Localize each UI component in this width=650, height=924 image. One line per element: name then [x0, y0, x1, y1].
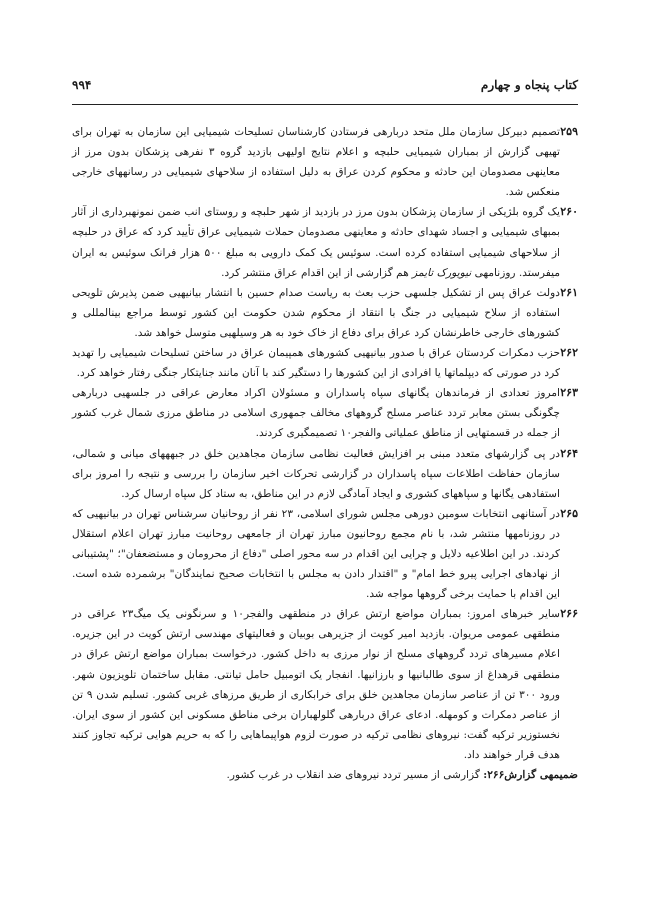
page-number: ۹۹۴ — [72, 78, 92, 92]
entry-number: ۲۶۲ — [560, 346, 578, 360]
appendix-note — [72, 765, 578, 785]
appendix-label: ضمیمهی گزارش۲۶۶: — [483, 769, 578, 781]
entry-number: ۲۶۱ — [560, 285, 578, 299]
entry-text-part: هم گزارشی از این اقدام عراق منتشر کرد. — [221, 266, 413, 279]
entry-text — [72, 202, 560, 282]
entry-259 — [72, 122, 578, 202]
entry-number: ۲۶۳ — [560, 386, 578, 400]
entry-text-part: یک گروه بلژیکی از سازمان پزشکان بدون مرز در بازدید از شهر حلبچه و روستای انب ضمن نمونهبرداری از آثار بمبهای شیمیایی و اجساد شهدای حادثه و معاینهی مصدومان حملات شیمیایی عراق تأیید کرد که عراق در حلبچه از سلاحهای شیمیایی استفاده کرده است. سوئیس یک کمک دارویی به مبلغ ۵۰۰ هزار فرانک سوئیس به ایران میفرستد. روزنامهی — [72, 206, 561, 279]
entry-text: امروز تعدادی از فرماندهان یگانهای سپاه پاسداران و مسئولان اکراد معارض عراقی در جلسهیی دربارهی چگونگی بستن معابر تردد عناصر مسلح گروههای مخالف جمهوری اسلامی در مناطق مرزی شمال غرب کشور از جمله در قسمتهایی از مناطق عملیاتی والفجر۱۰ تصمیمگیری کردند. — [72, 387, 560, 440]
entry-text: در آستانهی انتخابات سومین دورهی مجلس شورای اسلامی، ۲۳ نفر از روحانیان سرشناس تهران در بیانیهیی که در روزنامهها منتشر شد، با نام مجمع روحانیون مبارز تهران از جامعهی روحانیت مبارز تهران اعلام استقلال کردند. در این اطلاعیه دلایل و چرایی این اقدام در سه محور اصلی "دفاع از محرومان و مستضعفان"؛ "پشتیبانی از نهادهای اجرایی پیرو خط امام" و "اقتدار دادن به مجلس با انتخابات صحیح نمایندگان" برشمرده شده است. این اقدام با حمایت برخی گروهها مواجه شد. — [72, 507, 560, 601]
entries-list — [72, 122, 578, 785]
entry-266 — [72, 604, 578, 765]
entry-text: تصمیم دبیرکل سازمان ملل متحد دربارهی فرستادن کارشناسان تسلیحات شیمیایی این سازمان به تهران برای تهیهی گزارش از بمباران شیمیایی حلبچه و اعلام نتایج اولیهی بازدید گروه ۳ نفرهی پزشکان بدون مرز از معاینهی مصدومان این حادثه و محکوم کردن عراق به دلیل استفاده از سلاحهای شیمیایی در رسانههای خارجی منعکس شد. — [72, 126, 560, 199]
entry-number: ۲۶۰ — [560, 205, 578, 219]
entry-number: ۲۶۵ — [560, 506, 578, 520]
header-rule — [72, 104, 578, 105]
entry-262 — [72, 343, 578, 383]
entry-263 — [72, 383, 578, 443]
entry-text: دولت عراق پس از تشکیل جلسهی حزب بعث به ریاست صدام حسین با انتشار بیانیهیی ضمن پذیرش تلویحی استفاده از سلاح شیمیایی در جنگ با انتقاد از محکوم شدن حکومت این کشور توسط مراجع بینالمللی و کشورهای خارجی خاطرنشان کرد عراق برای دفاع از خاک خود به هر وسیلهیی متوسل خواهد شد. — [72, 286, 560, 339]
entry-text: سایر خبرهای امروز: بمباران مواضع ارتش عراق در منطقهی والفجر۱۰ و سرنگونی یک میگ۲۳ عراقی در منطقهی عمومی مریوان. بازدید امیر کویت از جزیرهی بوبیان و فعالیتهای مهندسی ارتش کویت در این جزیره. اعلام مسیرهای تردد گروههای مسلح از نوار مرزی به داخل کشور. درخواست بمباران مواضع ارتش عراق در منطقهی قرهداغ از سوی طالبانیها و بارزانیها. انفجار یک اتومبیل حامل تیانتی. مقابل ساختمان تلویزیون شهر. ورود ۳۰۰ تن از عناصر سازمان مجاهدین خلق برای خرابکاری از طریق مرزهای غربی کشور. تسلیم شدن ۹ تن از عناصر دمکرات و کومهله. ادعای عراق دربارهی گلولهباران برخی مناطق مسکونی این کشور از سوی ایران. نخستوزیر ترکیه گفت: نیروهای نظامی ترکیه در صورت لزوم هواپیماهایی را که به حریم هوایی ترکیه تجاوز کنند هدف قرار خواهند داد. — [72, 608, 560, 761]
entry-number: ۲۶۴ — [560, 446, 578, 460]
entry-text: حزب دمکرات کردستان عراق با صدور بیانیهیی کشورهای همپیمان عراق در ساختن تسلیحات شیمیایی را تهدید کرد در صورتی که دیپلماتها یا افرادی از این کشورها را دستگیر کند با آنان مانند جنایتکار جنگی رفتار خواهد کرد. — [72, 347, 560, 380]
entry-number: ۲۶۶ — [560, 607, 578, 621]
newspaper-name: نیویورک تایمز — [412, 266, 472, 279]
entry-260 — [72, 202, 578, 282]
page-header — [72, 76, 578, 98]
entry-number: ۲۵۹ — [560, 125, 578, 138]
entry-text: در پی گزارشهای متعدد مبنی بر افزایش فعالیت نظامی سازمان مجاهدین خلق در جبهههای میانی و شمالی، سازمان حفاظت اطلاعات سپاه پاسداران در گزارشی تحرکات اخیر سازمان را بررسی و نتیجه را امروز برای استفادهی یگانها و سپاههای کشوری و ایجاد آمادگی لازم در این مناطق، به ستاد کل سپاه ارسال کرد. — [72, 447, 560, 500]
entry-264 — [72, 444, 578, 504]
appendix-text: گزارشی از مسیر تردد نیروهای ضد انقلاب در غرب کشور. — [226, 769, 484, 781]
entry-265 — [72, 504, 578, 604]
entry-261 — [72, 283, 578, 343]
book-title: کتاب پنجاه و چهارم — [480, 78, 578, 92]
